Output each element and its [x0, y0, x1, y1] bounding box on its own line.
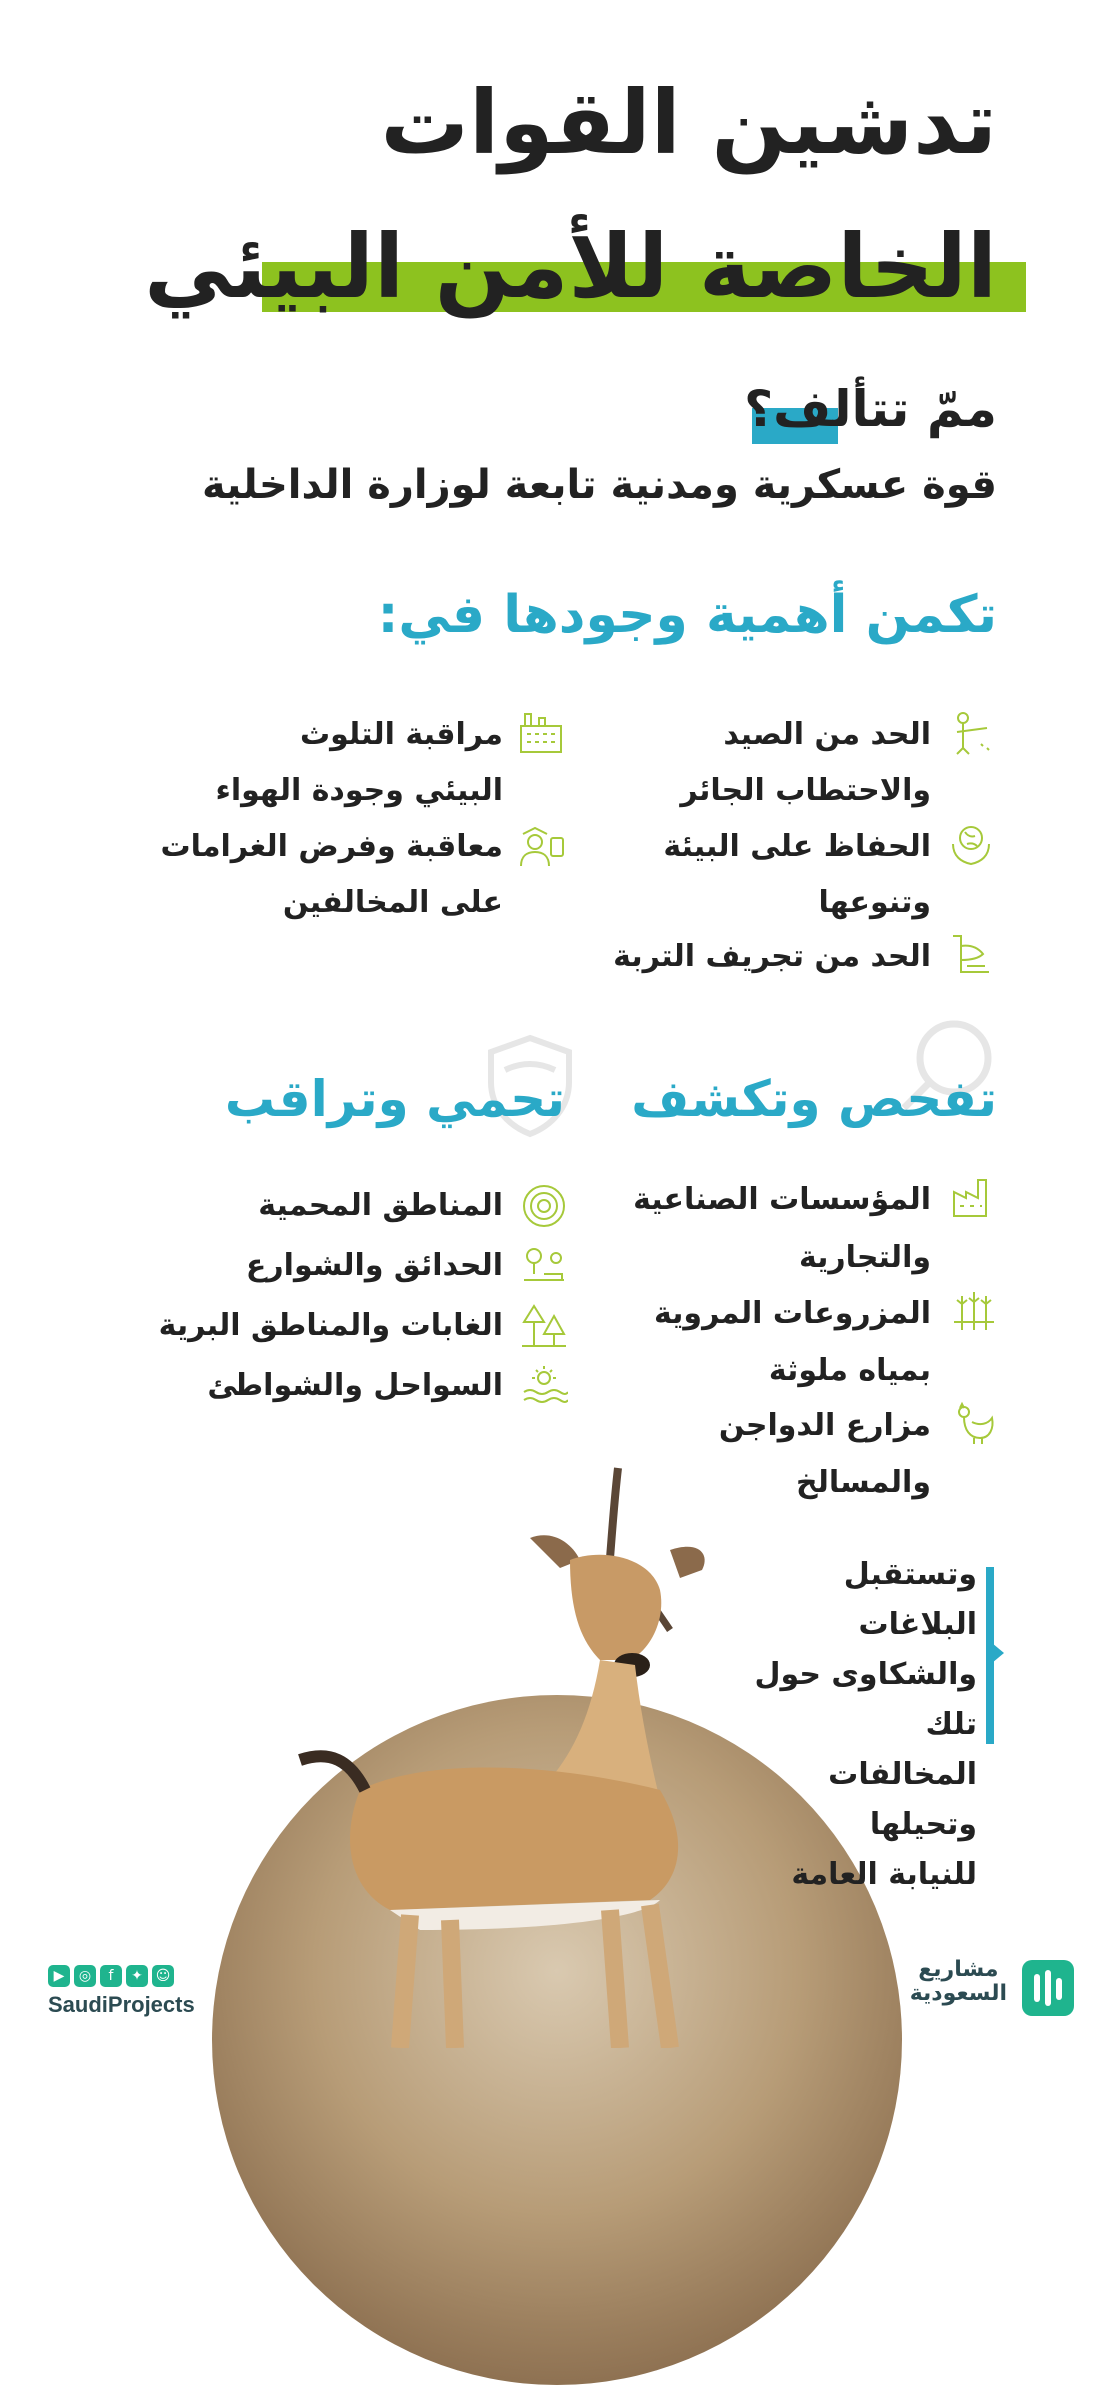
brand-name-line-1: مشاريع	[918, 1957, 999, 1982]
importance-item-1-line-1: الحد من الصيد	[723, 717, 931, 752]
inspect-heading: تفحص وتكشف	[631, 1070, 997, 1128]
inspect-item-2-line-2: بمياه ملوثة	[768, 1353, 931, 1388]
forest-icon	[520, 1302, 568, 1350]
note-line-4: للنيابة العامة	[791, 1857, 977, 1892]
importance-left-item-1-line-2: البيئي وجودة الهواء	[215, 773, 503, 808]
social-handle: SaudiProjects	[48, 1992, 195, 2017]
protect-item-3: الغابات والمناطق البرية	[158, 1308, 503, 1343]
subtitle: قوة عسكرية ومدنية تابعة لوزارة الداخلية	[202, 462, 997, 508]
importance-item-3: الحد من تجريف التربة	[613, 939, 931, 974]
gazelle-illustration	[240, 1460, 760, 2048]
officer-fine-icon	[517, 822, 565, 870]
title-line-1: تدشين القوات	[380, 71, 997, 174]
youtube-icon[interactable]: ▶	[48, 1965, 70, 1987]
target-icon	[520, 1182, 568, 1230]
importance-heading: تكمن أهمية وجودها في:	[377, 585, 997, 645]
park-icon	[520, 1242, 568, 1290]
soil-icon	[947, 930, 995, 978]
inspect-item-1-line-1: المؤسسات الصناعية	[633, 1182, 931, 1217]
protect-item-4: السواحل والشواطئ	[207, 1368, 503, 1403]
note-text	[717, 1550, 977, 1900]
protect-heading: تحمي وتراقب	[224, 1070, 565, 1128]
inspect-item-3-line-2: والمسالخ	[796, 1465, 931, 1500]
note-accent-arrow	[992, 1643, 1004, 1663]
snapchat-icon[interactable]: ☺	[152, 1965, 174, 1987]
note-line-1: وتستقبل البلاغات	[843, 1557, 977, 1642]
brand-name-line-2: السعودية	[909, 1981, 1007, 2006]
beach-sun-icon	[520, 1362, 568, 1410]
rooster-icon	[950, 1400, 998, 1448]
protect-item-2: الحدائق والشوارع	[245, 1248, 503, 1283]
social-icons	[48, 1965, 178, 1987]
inspect-item-2-line-1: المزروعات المروية	[653, 1296, 931, 1331]
importance-item-1-line-2: والاحتطاب الجائر	[680, 773, 931, 808]
facebook-icon[interactable]: f	[100, 1965, 122, 1987]
brand-logo-icon	[1022, 1960, 1074, 2016]
inspect-item-3-line-1: مزارع الدواجن	[718, 1408, 931, 1443]
importance-item-2-line-2: وتنوعها	[818, 885, 931, 920]
brand-name	[910, 1958, 1007, 2006]
importance-left-item-2-line-2: على المخالفين	[282, 885, 503, 920]
protect-item-1: المناطق المحمية	[258, 1188, 503, 1223]
importance-left-item-1-line-1: مراقبة التلوث	[299, 717, 503, 752]
instagram-icon[interactable]: ◎	[74, 1965, 96, 1987]
crops-icon	[950, 1286, 998, 1334]
inspect-item-1-line-2: والتجارية	[798, 1240, 931, 1275]
factory-icon	[950, 1172, 998, 1220]
hunting-icon	[947, 708, 995, 756]
importance-item-2-line-1: الحفاظ على البيئة	[663, 829, 931, 864]
note-line-3: المخالفات وتحيلها	[828, 1757, 977, 1842]
earth-hands-icon	[947, 820, 995, 868]
question-heading: ممّ تتألف؟	[744, 380, 997, 438]
title-line-2: الخاصة للأمن البيئي	[144, 215, 997, 318]
importance-left-item-2-line-1: معاقبة وفرض الغرامات	[160, 829, 503, 864]
twitter-icon[interactable]: ✦	[126, 1965, 148, 1987]
factory-pollution-icon	[517, 708, 565, 756]
note-line-2: والشكاوى حول تلك	[754, 1657, 977, 1742]
